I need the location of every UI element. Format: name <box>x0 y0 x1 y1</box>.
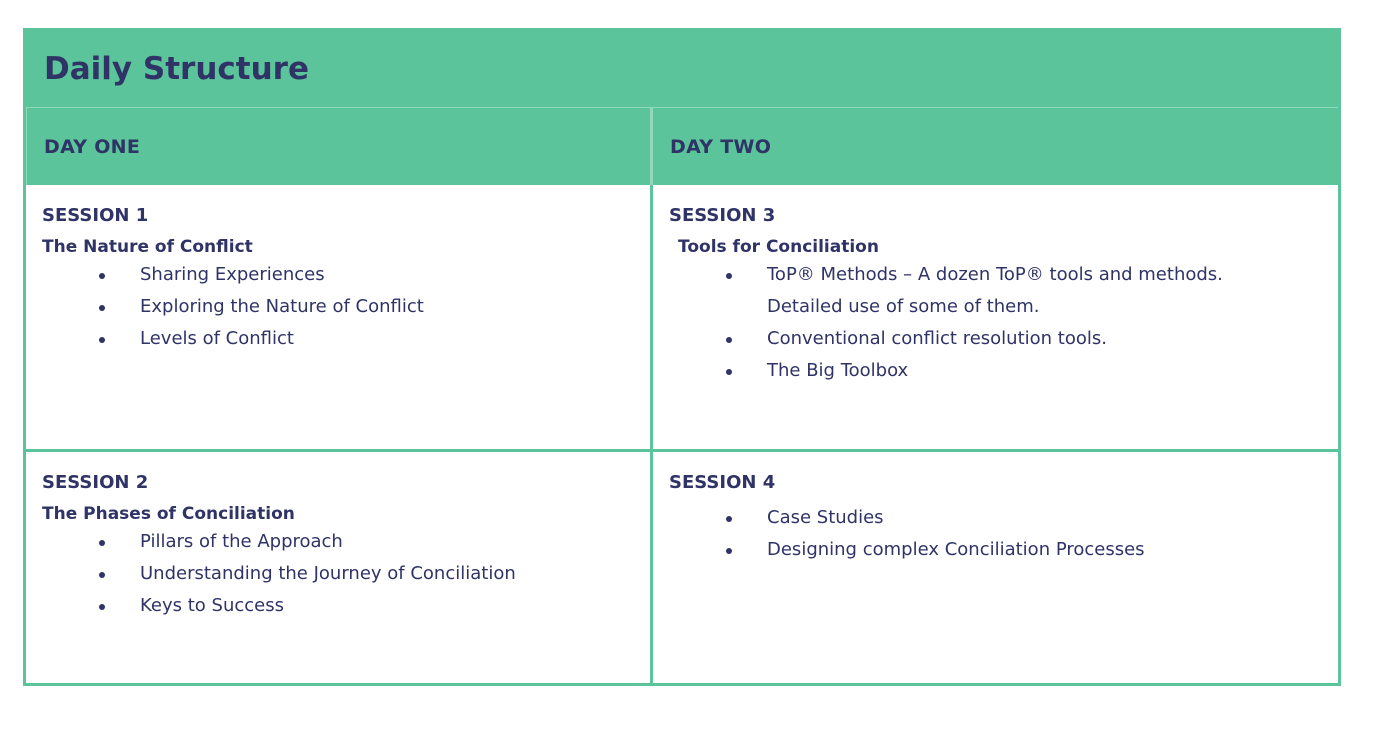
list-item: Conventional conflict resolution tools. <box>749 323 1322 355</box>
day-one-header: DAY ONE <box>26 108 653 185</box>
list-item: Designing complex Conciliation Processes <box>749 534 1322 566</box>
session-2-items <box>42 526 634 622</box>
session-3-items <box>669 259 1322 387</box>
session-2-subtitle: The Phases of Conciliation <box>42 504 295 524</box>
daily-structure-table <box>23 28 1341 686</box>
list-item: The Big Toolbox <box>749 355 1322 387</box>
list-item: Levels of Conflict <box>122 323 634 355</box>
session-3-title: SESSION 3 <box>669 205 776 226</box>
list-item: Keys to Success <box>122 590 634 622</box>
list-item: Exploring the Nature of Conflict <box>122 291 634 323</box>
session-4-title: SESSION 4 <box>669 472 776 493</box>
session-1-subtitle: The Nature of Conflict <box>42 237 253 257</box>
day-two-header: DAY TWO <box>653 108 1338 185</box>
list-item: Understanding the Journey of Conciliation <box>122 558 634 590</box>
session-2-cell <box>26 452 653 683</box>
list-item: Pillars of the Approach <box>122 526 634 558</box>
session-3-subtitle: Tools for Conciliation <box>678 237 879 257</box>
list-item: Sharing Experiences <box>122 259 634 291</box>
session-1-title: SESSION 1 <box>42 205 149 226</box>
session-3-cell <box>653 185 1338 452</box>
list-item: ToP® Methods – A dozen ToP® tools and methods. Detailed use of some of them. <box>749 259 1322 323</box>
session-4-cell <box>653 452 1338 683</box>
table-title: Daily Structure <box>26 31 1338 108</box>
list-item: Case Studies <box>749 502 1322 534</box>
session-1-items <box>42 259 634 355</box>
session-2-title: SESSION 2 <box>42 472 149 493</box>
session-4-items <box>669 502 1322 566</box>
session-1-cell <box>26 185 653 452</box>
